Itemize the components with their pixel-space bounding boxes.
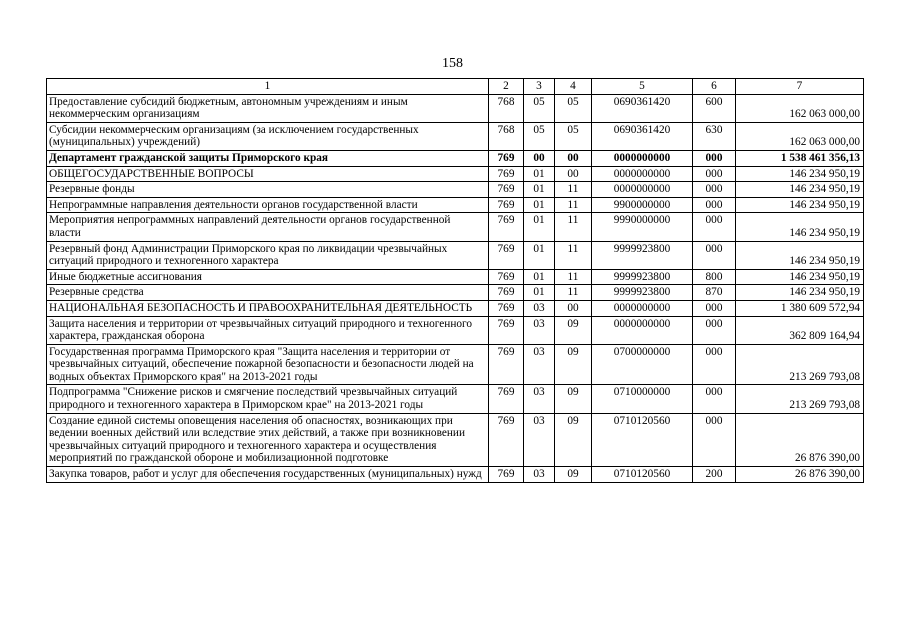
header-row [47,79,864,95]
subsection-code-cell: 09 [555,344,592,385]
ministry-code-cell: 769 [489,300,524,316]
expense-type-code-cell: 000 [693,316,736,344]
item-name-cell: Подпрограмма "Снижение рисков и смягчение последствий чрезвычайных ситуаций природного и техногенного характера в Приморском крае" на 2013-2021 годы [47,385,489,413]
ministry-code-cell: 769 [489,166,524,182]
target-article-code-cell: 0000000000 [592,316,693,344]
section-code-cell: 03 [524,467,555,483]
column-header: 5 [592,79,693,95]
target-article-code-cell: 0000000000 [592,182,693,198]
section-code-cell: 01 [524,166,555,182]
table-row [47,213,864,241]
section-code-cell: 03 [524,344,555,385]
ministry-code-cell: 769 [489,385,524,413]
table-row [47,316,864,344]
section-code-cell: 01 [524,285,555,301]
expense-type-code-cell: 000 [693,344,736,385]
section-code-cell: 01 [524,197,555,213]
item-name-cell: Резервный фонд Администрации Приморского края по ликвидации чрезвычайных ситуаций природного и техногенного характера [47,241,489,269]
expense-type-code-cell: 000 [693,385,736,413]
expense-type-code-cell: 800 [693,269,736,285]
item-name-cell: Субсидии некоммерческим организациям (за исключением государственных (муниципальных) учреждений) [47,122,489,150]
amount-cell: 146 234 950,19 [736,241,864,269]
section-code-cell: 05 [524,94,555,122]
item-name-cell: Закупка товаров, работ и услуг для обеспечения государственных (муниципальных) нужд [47,467,489,483]
ministry-code-cell: 769 [489,413,524,466]
item-name-cell: Создание единой системы оповещения населения об опасностях, возникающих при ведении военных действий или вследствие этих действий, а также при возникновении чрезвычайных ситуаций природного и техногенного характера и осуществления мероприятий по гражданской обороне и мобилизационной подготовке [47,413,489,466]
subsection-code-cell: 09 [555,316,592,344]
expense-type-code-cell: 000 [693,213,736,241]
subsection-code-cell: 11 [555,182,592,198]
expense-type-code-cell: 000 [693,197,736,213]
table-row [47,385,864,413]
item-name-cell: Мероприятия непрограммных направлений деятельности органов государственной власти [47,213,489,241]
item-name-cell: Резервные фонды [47,182,489,198]
ministry-code-cell: 769 [489,316,524,344]
expense-type-code-cell: 000 [693,241,736,269]
expense-type-code-cell: 870 [693,285,736,301]
item-name-cell: Предоставление субсидий бюджетным, автономным учреждениям и иным некоммерческим организациям [47,94,489,122]
target-article-code-cell: 0000000000 [592,150,693,166]
expense-type-code-cell: 600 [693,94,736,122]
table-row [47,94,864,122]
ministry-code-cell: 769 [489,213,524,241]
item-name-cell: ОБЩЕГОСУДАРСТВЕННЫЕ ВОПРОСЫ [47,166,489,182]
target-article-code-cell: 0000000000 [592,300,693,316]
section-code-cell: 00 [524,150,555,166]
amount-cell: 26 876 390,00 [736,467,864,483]
ministry-code-cell: 769 [489,344,524,385]
target-article-code-cell: 9999923800 [592,241,693,269]
ministry-code-cell: 769 [489,269,524,285]
section-code-cell: 01 [524,182,555,198]
table-row [47,413,864,466]
ministry-code-cell: 769 [489,150,524,166]
target-article-code-cell: 0690361420 [592,122,693,150]
budget-table [46,78,864,483]
expense-type-code-cell: 000 [693,182,736,198]
amount-cell: 162 063 000,00 [736,122,864,150]
amount-cell: 26 876 390,00 [736,413,864,466]
page-number: 158 [442,56,463,71]
expense-type-code-cell: 200 [693,467,736,483]
section-code-cell: 01 [524,213,555,241]
item-name-cell: Иные бюджетные ассигнования [47,269,489,285]
amount-cell: 213 269 793,08 [736,385,864,413]
subsection-code-cell: 11 [555,213,592,241]
subsection-code-cell: 11 [555,197,592,213]
target-article-code-cell: 0700000000 [592,344,693,385]
amount-cell: 213 269 793,08 [736,344,864,385]
amount-cell: 1 380 609 572,94 [736,300,864,316]
ministry-code-cell: 769 [489,285,524,301]
expense-type-code-cell: 000 [693,150,736,166]
section-code-cell: 01 [524,241,555,269]
table-row [47,166,864,182]
subsection-code-cell: 09 [555,385,592,413]
table-row [47,241,864,269]
target-article-code-cell: 9999923800 [592,269,693,285]
target-article-code-cell: 9999923800 [592,285,693,301]
subsection-code-cell: 05 [555,94,592,122]
section-code-cell: 03 [524,300,555,316]
ministry-code-cell: 769 [489,241,524,269]
expense-type-code-cell: 630 [693,122,736,150]
amount-cell: 146 234 950,19 [736,285,864,301]
subsection-code-cell: 05 [555,122,592,150]
section-code-cell: 03 [524,316,555,344]
amount-cell: 162 063 000,00 [736,94,864,122]
section-code-cell: 01 [524,269,555,285]
expense-type-code-cell: 000 [693,166,736,182]
target-article-code-cell: 0710120560 [592,413,693,466]
target-article-code-cell: 0710120560 [592,467,693,483]
subsection-code-cell: 11 [555,269,592,285]
ministry-code-cell: 768 [489,94,524,122]
ministry-code-cell: 769 [489,197,524,213]
table-row [47,344,864,385]
table-row [47,285,864,301]
subsection-code-cell: 11 [555,241,592,269]
table-row [47,122,864,150]
amount-cell: 146 234 950,19 [736,213,864,241]
target-article-code-cell: 9990000000 [592,213,693,241]
ministry-code-cell: 769 [489,182,524,198]
table-row [47,269,864,285]
item-name-cell: Департамент гражданской защиты Приморского края [47,150,489,166]
ministry-code-cell: 768 [489,122,524,150]
subsection-code-cell: 00 [555,300,592,316]
amount-cell: 146 234 950,19 [736,166,864,182]
target-article-code-cell: 0000000000 [592,166,693,182]
amount-cell: 362 809 164,94 [736,316,864,344]
item-name-cell: НАЦИОНАЛЬНАЯ БЕЗОПАСНОСТЬ И ПРАВООХРАНИТЕЛЬНАЯ ДЕЯТЕЛЬНОСТЬ [47,300,489,316]
target-article-code-cell: 0690361420 [592,94,693,122]
column-header: 1 [47,79,489,95]
table-row [47,467,864,483]
section-code-cell: 05 [524,122,555,150]
table-body [47,94,864,482]
subsection-code-cell: 09 [555,467,592,483]
subsection-code-cell: 09 [555,413,592,466]
subsection-code-cell: 00 [555,166,592,182]
amount-cell: 1 538 461 356,13 [736,150,864,166]
column-header: 4 [555,79,592,95]
item-name-cell: Непрограммные направления деятельности органов государственной власти [47,197,489,213]
table-row [47,300,864,316]
table-row [47,197,864,213]
expense-type-code-cell: 000 [693,413,736,466]
expense-type-code-cell: 000 [693,300,736,316]
column-header: 6 [693,79,736,95]
column-header: 7 [736,79,864,95]
amount-cell: 146 234 950,19 [736,197,864,213]
subsection-code-cell: 00 [555,150,592,166]
item-name-cell: Резервные средства [47,285,489,301]
column-header: 3 [524,79,555,95]
item-name-cell: Государственная программа Приморского края "Защита населения и территории от чрезвычайных ситуаций, обеспечение пожарной безопасности и безопасности людей на водных объектах Приморского края" на 2013-2021 годы [47,344,489,385]
item-name-cell: Защита населения и территории от чрезвычайных ситуаций природного и техногенного характера, гражданская оборона [47,316,489,344]
section-code-cell: 03 [524,385,555,413]
subsection-code-cell: 11 [555,285,592,301]
amount-cell: 146 234 950,19 [736,182,864,198]
target-article-code-cell: 9900000000 [592,197,693,213]
amount-cell: 146 234 950,19 [736,269,864,285]
table-row [47,182,864,198]
table-row [47,150,864,166]
column-header: 2 [489,79,524,95]
ministry-code-cell: 769 [489,467,524,483]
section-code-cell: 03 [524,413,555,466]
target-article-code-cell: 0710000000 [592,385,693,413]
